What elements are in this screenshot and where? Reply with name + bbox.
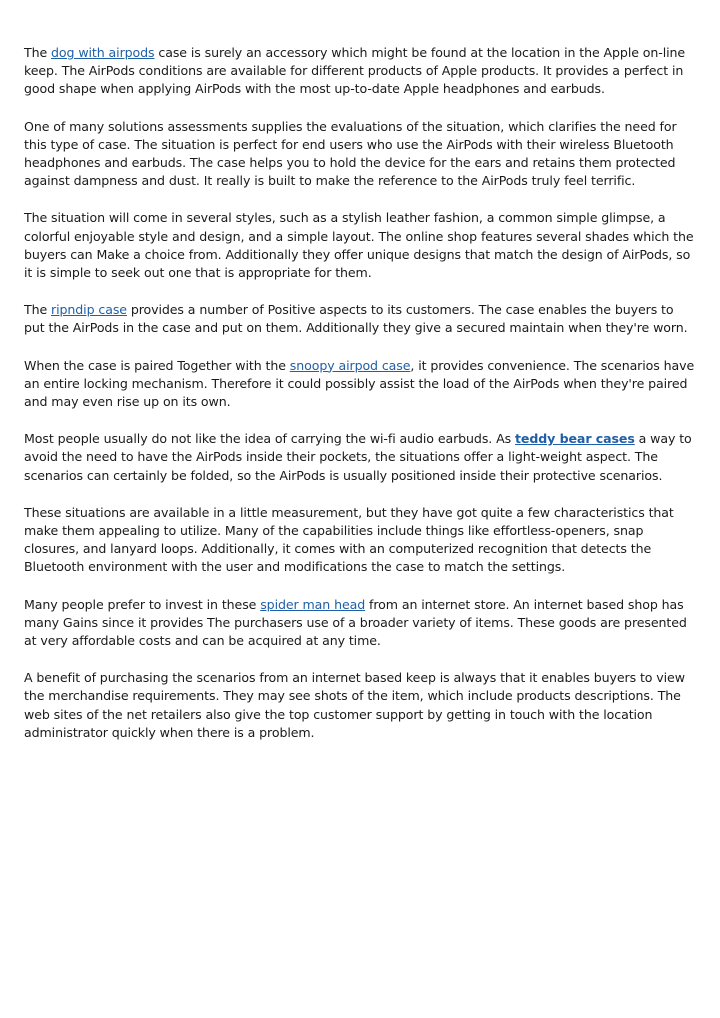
paragraph-7: These situations are available in a little measurement, but they have got quite a few characteristics that make them appealing to utilize. Many of the capabilities include things like effortless-openers, snap closures, and lanyard loops. Additionally, it comes with an computerized recognition that detects the Bluetooth environment with the user and modifications the case to match the settings. (24, 504, 674, 575)
paragraph-1 (24, 44, 696, 99)
paragraph-6 (24, 430, 696, 485)
paragraph-9: A benefit of purchasing the scenarios from an internet based keep is always that it enables buyers to view the merchandise requirements. They may see shots of the item, which include products descriptions. The web sites of the net retailers also give the top customer support by getting in touch with the location administrator quickly when there is a problem. (24, 670, 685, 740)
paragraph-5-text-before: When the case is paired Together with the (24, 357, 290, 373)
paragraph-4-text-after: provides a number of Positive aspects to its customers. The case enables the buyers to put the AirPods in the case and put on them. Additionally they give a secured maintain when they're worn. (24, 302, 688, 336)
paragraph-4 (24, 301, 696, 337)
paragraph-2: One of many solutions assessments supplies the evaluations of the situation, which clarifies the need for this type of case. The situation is perfect for end users who use the AirPods with their wireless Bluetooth headphones and earbuds. The case helps you to hold the device for the ears and retains them protected against dampness and dust. It really is built to make the reference to the AirPods truly feel terrific. (24, 118, 677, 189)
link-ripndip-case[interactable]: ripndip case (51, 302, 127, 318)
link-snoopy-airpod-case[interactable]: snoopy airpod case (289, 357, 411, 373)
link-spider-man-head[interactable]: spider man head (260, 596, 366, 612)
document-page (24, 44, 696, 761)
paragraph-3: The situation will come in several styles, such as a stylish leather fashion, a common simple glimpse, a colorful enjoyable style and design, and a simple layout. The online shop features several shades which the buyers can Make a choice from. Additionally they offer unique designs that match the design of AirPods, so it is simple to seek out one that is appropriate for them. (24, 210, 694, 281)
link-dog-with-airpods[interactable]: dog with airpods (51, 45, 155, 60)
paragraph-8 (24, 596, 696, 651)
paragraph-8-text-before: Many people prefer to invest in these (24, 596, 261, 612)
paragraph-5 (24, 357, 696, 412)
paragraph-1-text-after: case is surely an accessory which might be found at the location in the Apple on-line keep. The AirPods conditions are available for different products of Apple products. It provides a perfect in good shape when applying AirPods with the most up-to-date Apple headphones and earbuds. (24, 45, 686, 97)
paragraph-4-text-before: The (24, 302, 52, 318)
link-teddy-bear-cases[interactable]: teddy bear cases (514, 431, 635, 447)
paragraph-5-text-after: , it provides convenience. The scenarios have an entire locking mechanism. Therefore it could possibly assist the load of the AirPods when they're paired and may even rise up on its own. (24, 357, 695, 410)
paragraph-1-text-before: The (24, 45, 52, 60)
paragraph-8-text-after: from an internet store. An internet based shop has many Gains since it provides The purchasers use of a broader variety of items. These goods are presented at very affordable costs and can be acquired at any time. (24, 596, 687, 649)
paragraph-6-text-before: Most people usually do not like the idea of carrying the wi-fi audio earbuds. As (24, 431, 515, 447)
paragraph-6-text-after: a way to avoid the need to have the AirPods inside their pockets, the situations offer a light-weight aspect. The scenarios can certainly be folded, so the AirPods is usually positioned inside their protective scenarios. (24, 431, 692, 483)
